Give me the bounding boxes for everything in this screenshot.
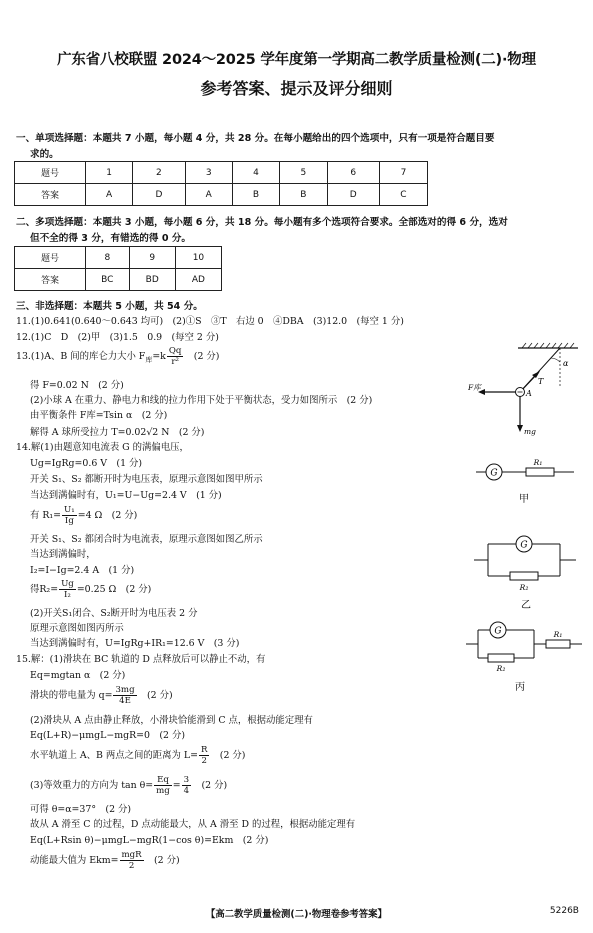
denominator: r²	[171, 357, 179, 367]
ceiling-hatch	[522, 343, 574, 348]
table-cell: D	[133, 184, 185, 206]
figure-caption: 乙	[521, 600, 531, 611]
resistor-label: R₂	[496, 664, 506, 673]
text: =0.25 Ω (2 分)	[76, 584, 152, 595]
denominator: 4	[183, 786, 190, 796]
answer-q12: 12.(1)C D (2)甲 (3)1.5 0.9 (每空 2 分)	[16, 332, 219, 343]
answer-q15-line3	[30, 685, 173, 706]
table-cell: D	[327, 184, 379, 206]
footer-title: 【高二教学质量检测(二)·物理卷参考答案】	[206, 909, 387, 920]
table-cell: 答案	[15, 269, 86, 291]
answer-q14-line1: 14.解(1)由题意知电流表 G 的满偏电压，	[16, 442, 189, 453]
answer-q15-line1: 15.解：(1)滑块在 BC 轨道的 D 点释放后可以静止不动，有	[16, 654, 266, 665]
fraction	[59, 579, 76, 600]
fraction	[154, 775, 172, 796]
answer-q15-line7	[30, 775, 227, 796]
answer-q14-line12: 当达到满偏时有，U=IgRg+IR₁=12.6 V (3 分)	[30, 638, 240, 649]
table-cell: B	[232, 184, 279, 206]
answer-q13-line3: (2)小球 A 在重力、静电力和线的拉力作用下处于平衡状态，受力如图所示 (2 分)	[30, 395, 373, 406]
force-diagram	[468, 340, 584, 440]
text: =	[172, 780, 181, 791]
resistor-label: R₂	[519, 583, 529, 592]
table-cell: 题号	[15, 162, 86, 184]
angle-arc	[551, 358, 560, 362]
answer-q13-line4: 由平衡条件 F库=Tsin α (2 分)	[30, 410, 168, 421]
numerator: mgR	[121, 850, 142, 860]
answer-q14-line11: 原理示意图如图丙所示	[30, 623, 124, 634]
numerator: Eq	[154, 775, 172, 786]
table-cell: A	[185, 184, 232, 206]
text: 库	[145, 355, 153, 364]
answer-q14-line6: 开关 S₁、S₂ 都闭合时为电流表，原理示意图如图乙所示	[30, 534, 263, 545]
ball-a-label: A	[526, 389, 532, 398]
page-subtitle: 参考答案、提示及评分细则	[200, 79, 393, 98]
answer-q14-line10: (2)开关S₁闭合、S₂断开时为电压表 2 分	[30, 608, 198, 619]
answer-q11: 11.(1)0.641(0.640～0.643 均可) (2)①S ③T 右边 0 ④DBA (3)12.0 (每空 1 分)	[16, 316, 404, 327]
text: (2 分)	[210, 750, 246, 761]
text: (2 分)	[192, 780, 228, 791]
section1-answer-table	[14, 161, 428, 206]
text: 有 R₁=	[30, 510, 62, 521]
gravity-arrowhead	[517, 425, 523, 432]
text: 13.(1)A、B 间的库仑力大小 F	[16, 351, 146, 362]
section1-heading: 一、单项选择题：本题共 7 小题，每小题 4 分，共 28 分。在每小题给出的四个选项中，只有一项是符合题目要	[16, 133, 495, 144]
text: 水平轨道上 A、B 两点之间的距离为 L=	[30, 750, 198, 761]
table-cell: 2	[133, 162, 185, 184]
answer-q14-line7: 当达到满偏时，	[30, 549, 96, 560]
fraction	[167, 346, 184, 367]
section2-answer-table	[14, 246, 222, 291]
table-cell: C	[379, 184, 427, 206]
text: (2 分)	[137, 690, 173, 701]
resistor-label: R₁	[533, 458, 543, 467]
denominator: 4E	[119, 696, 131, 706]
answer-q14-line3: 开关 S₁、S₂ 都断开时为电压表，原理示意图如图甲所示	[30, 474, 263, 485]
text: 得R₂=	[30, 584, 59, 595]
answer-q13-line1	[16, 346, 219, 367]
answer-q14-line2: Ug=IgRg=0.6 V (1 分)	[30, 458, 143, 469]
table-cell: 6	[327, 162, 379, 184]
resistor-icon	[510, 572, 538, 580]
answer-q14-line4: 当达到满偏时有，U₁=U−Ug=2.4 V (1 分)	[30, 490, 222, 501]
page-title: 广东省八校联盟 2024～2025 学年度第一学期高二教学质量检测(二)·物理	[57, 52, 536, 68]
numerator: R	[200, 745, 208, 755]
fraction	[113, 685, 136, 706]
denominator: I₂	[64, 590, 71, 600]
table-cell: BC	[86, 269, 130, 291]
denominator: 2	[201, 756, 207, 766]
resistor-icon	[546, 640, 570, 648]
table-cell: AD	[175, 269, 221, 291]
text: (2 分)	[184, 351, 220, 362]
table-cell: A	[86, 184, 133, 206]
answer-q15-line8: 可得 θ=α=37° (2 分)	[30, 804, 132, 815]
answer-q13-line2: 得 F=0.02 N (2 分)	[30, 380, 124, 391]
answer-q14-line9	[30, 579, 151, 600]
answer-q13-line5: 解得 A 球所受拉力 T=0.02√2 N (2 分)	[30, 427, 205, 438]
denominator: Ig	[64, 516, 74, 526]
table-row	[15, 247, 222, 269]
table-row	[15, 162, 428, 184]
denominator: 2	[128, 861, 135, 871]
answer-q14-line8: I₂=I−Ig=2.4 A (1 分)	[30, 565, 135, 576]
table-cell: 题号	[15, 247, 86, 269]
numerator: Qq	[168, 346, 182, 356]
section2-heading: 二、多项选择题：本题共 3 小题，每小题 6 分，共 18 分。每小题有多个选项符合要求。全部选对的得 6 分，选对	[16, 217, 508, 228]
table-cell: 10	[175, 247, 221, 269]
galvanometer-label: G	[520, 540, 528, 551]
galvanometer-label: G	[494, 626, 502, 637]
answer-q15-line11	[30, 850, 180, 871]
text: 滑块的带电量为 q=	[30, 690, 113, 701]
figure-caption: 丙	[515, 682, 525, 693]
numerator: U₁	[64, 505, 75, 515]
numerator: 3mg	[115, 685, 135, 695]
table-cell: 5	[280, 162, 327, 184]
text: (2 分)	[144, 855, 180, 866]
section3-heading: 三、非选择题：本题共 5 小题，共 54 分。	[16, 301, 203, 312]
fraction	[199, 745, 209, 766]
figure-caption: 甲	[519, 494, 529, 505]
text: =k	[152, 351, 166, 362]
table-cell: 8	[86, 247, 130, 269]
table-cell: 答案	[15, 184, 86, 206]
answer-q15-line4: (2)滑块从 A 点由静止释放，小滑块恰能滑到 C 点，根据动能定理有	[30, 715, 313, 726]
text: (3)等效重力的方向为 tan θ=	[30, 780, 154, 791]
alpha-label: α	[563, 359, 569, 368]
text: 动能最大值为 Ekm=	[30, 855, 119, 866]
answer-q15-line2: Eq=mgtan α (2 分)	[30, 670, 126, 681]
section2-heading-cont: 但不全的得 3 分，有错选的得 0 分。	[30, 233, 192, 244]
numerator: 3	[183, 775, 190, 785]
table-cell: BD	[129, 269, 175, 291]
tension-label: T	[538, 377, 544, 386]
answer-q15-line9: 故从 A 滑至 C 的过程，D 点动能最大，从 A 滑至 D 的过程，根据动能定理有	[30, 819, 356, 830]
answer-q14-line5	[30, 505, 137, 526]
resistor-icon	[488, 654, 514, 662]
table-cell: 3	[185, 162, 232, 184]
table-cell: B	[280, 184, 327, 206]
table-cell: 4	[232, 162, 279, 184]
circuit-diagram-yi	[470, 530, 582, 612]
footer-code: 5226B	[549, 906, 579, 916]
table-cell: 7	[379, 162, 427, 184]
section1-heading-cont: 求的。	[30, 149, 59, 160]
answer-q15-line10: Eq(L+Rsin θ)−μmgL−mgR(1−cos θ)=Ekm (2 分)	[30, 835, 269, 846]
fraction	[62, 505, 77, 526]
fraction	[182, 775, 191, 796]
fraction	[120, 850, 144, 871]
table-row	[15, 184, 428, 206]
table-cell: 1	[86, 162, 133, 184]
resistor-label: R₁	[553, 630, 563, 639]
gravity-label: mg	[524, 427, 536, 436]
circuit-diagram-bing	[462, 618, 586, 696]
text: =4 Ω (2 分)	[77, 510, 138, 521]
coulomb-label: F库	[468, 383, 481, 392]
table-cell: 9	[129, 247, 175, 269]
answer-q15-line6	[30, 745, 245, 766]
numerator: Ug	[61, 579, 74, 589]
table-row	[15, 269, 222, 291]
denominator: mg	[156, 786, 170, 796]
answer-q15-line5: Eq(L+R)−μmgL−mgR=0 (2 分)	[30, 730, 185, 741]
circuit-diagram-jia	[470, 458, 582, 508]
resistor-icon	[526, 468, 554, 476]
galvanometer-label: G	[490, 468, 498, 479]
